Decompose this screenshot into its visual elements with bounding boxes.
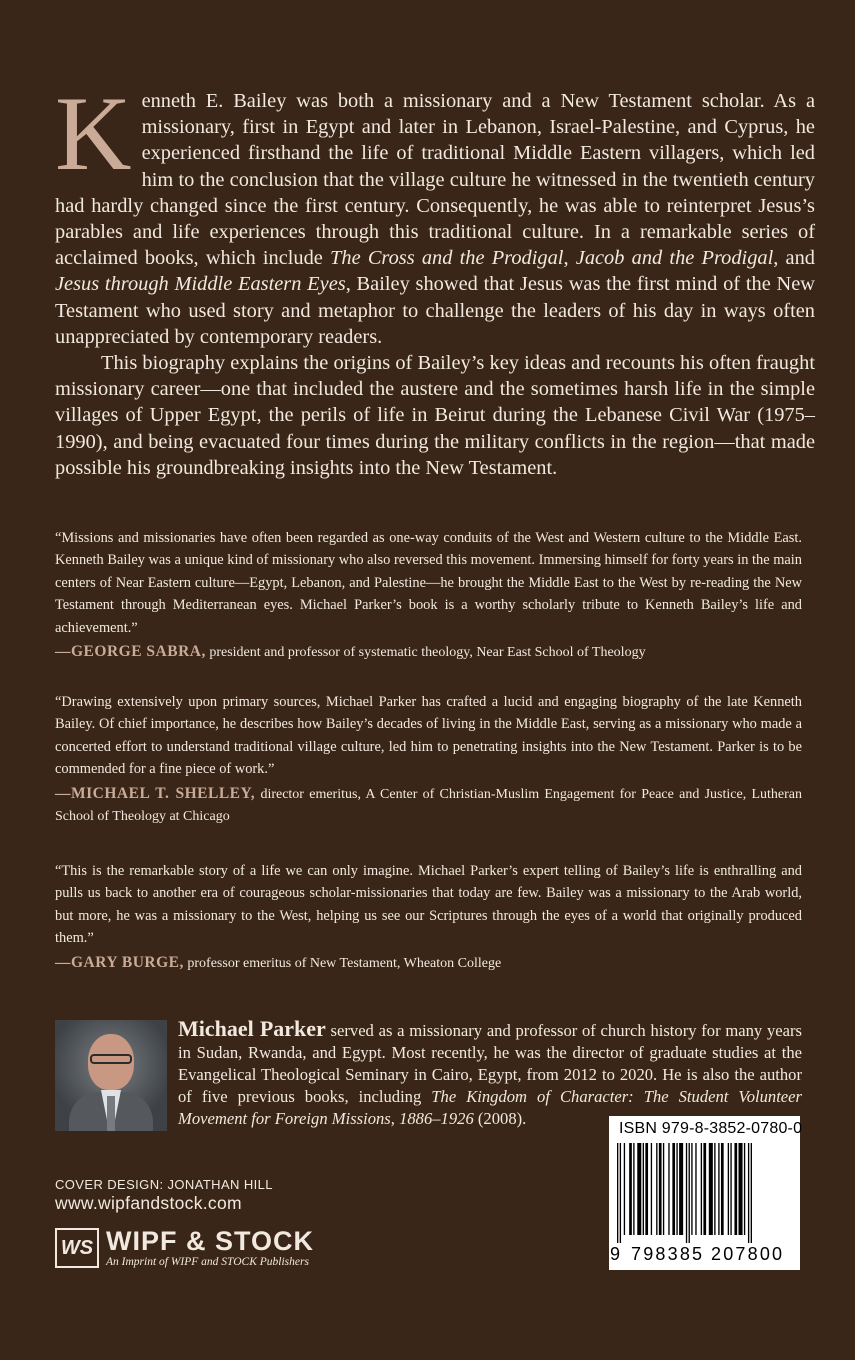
- author-photo: [55, 1020, 167, 1131]
- endorser-name: —GEORGE SABRA,: [55, 643, 206, 661]
- publisher-imprint: An Imprint of WIPF and STOCK Publishers: [106, 1256, 309, 1268]
- description-paragraph-2: This biography explains the origins of Bailey’s key ideas and recounts his often fraught missionary career—one that included the austere and the sometimes harsh life in the simple villages of Upper Egypt, the perils of life in Beirut during the Lebanese Civil War (1975–1990), and being evacuated four times during the military conflicts in the region—that made possible his groundbreaking insights into the New Testament.: [55, 352, 815, 479]
- drop-cap: K: [55, 75, 132, 192]
- endorsement-text: “Drawing extensively upon primary sources, Michael Parker has crafted a lucid and engaging biography of the late Kenneth Bailey. Of chief importance, he describes how Bailey’s decades of living in the Middle East, serving as a missionary who made a concerted effort to understand traditional village culture, led him to penetrating insights into the New Testament. Parker is to be commended for a fine piece of work.”: [55, 694, 802, 778]
- barcode-digits-right: 207800: [711, 1244, 785, 1264]
- cover-credit: COVER DESIGN: JONATHAN HILL: [55, 1177, 273, 1192]
- endorser-name: —MICHAEL T. SHELLEY,: [55, 784, 256, 802]
- endorsement-attribution: [55, 783, 802, 828]
- endorser-role: president and professor of systematic theology, Near East School of Theology: [209, 645, 646, 661]
- endorser-role: director emeritus, A Center of Christian-Muslim Engagement for Peace and Justice, Lutheran School of Theology at Chicago: [55, 786, 802, 824]
- endorsement-sabra: [55, 527, 802, 664]
- barcode-digit-first: 9: [610, 1244, 621, 1264]
- publisher-website: www.wipfandstock.com: [55, 1193, 242, 1213]
- publisher-logo-icon: WS: [55, 1228, 99, 1268]
- book-title-cross-prodigal: The Cross and the Prodigal: [330, 247, 564, 270]
- endorsement-burge: [55, 860, 802, 975]
- author-bio: Michael Parker served as a missionary and professor of church history for many years in Sudan, Rwanda, and Egypt. Most recently, he was the director of graduate studies at the Evangelical Theological Seminary in Cairo, Egypt, from 2012 to 2020. He is also the author of five previous books, including The Kingdom of Character: The Student Volunteer Movement for Foreign Missions, 1886–1926 (2008).: [178, 1016, 802, 1128]
- author-name: Michael Parker: [178, 1016, 326, 1041]
- endorsement-attribution: [55, 641, 802, 664]
- barcode-digits-left: 798385: [631, 1244, 705, 1264]
- author-previous-book: The Kingdom of Character: The Student Volunteer Movement for Foreign Missions, 1886–1926: [178, 1087, 802, 1128]
- endorser-name: —GARY BURGE,: [55, 953, 184, 971]
- barcode-digits: [609, 1242, 800, 1266]
- book-title-jacob-prodigal: Jacob and the Prodigal: [575, 247, 774, 270]
- endorsement-text: “Missions and missionaries have often been regarded as one-way conduits of the West and Western culture to the Middle East. Kenneth Bailey was a unique kind of missionary who also reversed this movement. Immersing himself for forty years in the main centers of Near Eastern culture—Egypt, Lebanon, and Palestine—he brought the Middle East to the West by re-reading the New Testament through Mediterranean eyes. Michael Parker’s book is a worthy scholarly tribute to Kenneth Bailey’s life and achievement.”: [55, 530, 802, 636]
- barcode-icon: [617, 1143, 791, 1243]
- book-description: [55, 75, 815, 481]
- endorser-role: professor emeritus of New Testament, Wheaton College: [187, 955, 502, 971]
- description-paragraph-1: Kenneth E. Bailey was both a missionary and a New Testament scholar. As a missionary, first in Egypt and later in Lebanon, Israel-Palestine, and Cyprus, he experienced firsthand the life of traditional Middle Eastern villagers, which led him to the conclusion that the village culture he witnessed in the twentieth century had hardly changed since the first century. Consequently, he was able to reinterpret Jesus’s parables and life experiences through this traditional culture. In a remarkable series of acclaimed books, which include The Cross and the Prodigal, Jacob and the Prodigal, and Jesus through Middle Eastern Eyes, Bailey showed that Jesus was the first mind of the New Testament who used story and metaphor to challenge the leaders of his day in ways often unappreciated by contemporary readers.: [55, 75, 815, 348]
- endorsement-text: “This is the remarkable story of a life we can only imagine. Michael Parker’s expert telling of Bailey’s life is enthralling and pulls us back to another era of courageous scholar-missionaries that today are few. Bailey was a missionary to the Arab world, but more, he was a missionary to the West, helping us see our Scriptures through the eyes of a world that originally produced them.”: [55, 863, 802, 947]
- endorsement-attribution: [55, 952, 802, 975]
- endorsement-shelley: [55, 691, 802, 828]
- book-title-jesus-eyes: Jesus through Middle Eastern Eyes: [55, 273, 346, 296]
- isbn-barcode: [609, 1116, 803, 1270]
- publisher-name: WIPF & STOCK: [106, 1226, 315, 1256]
- isbn-number: ISBN 979-8-3852-0780-0: [619, 1120, 803, 1137]
